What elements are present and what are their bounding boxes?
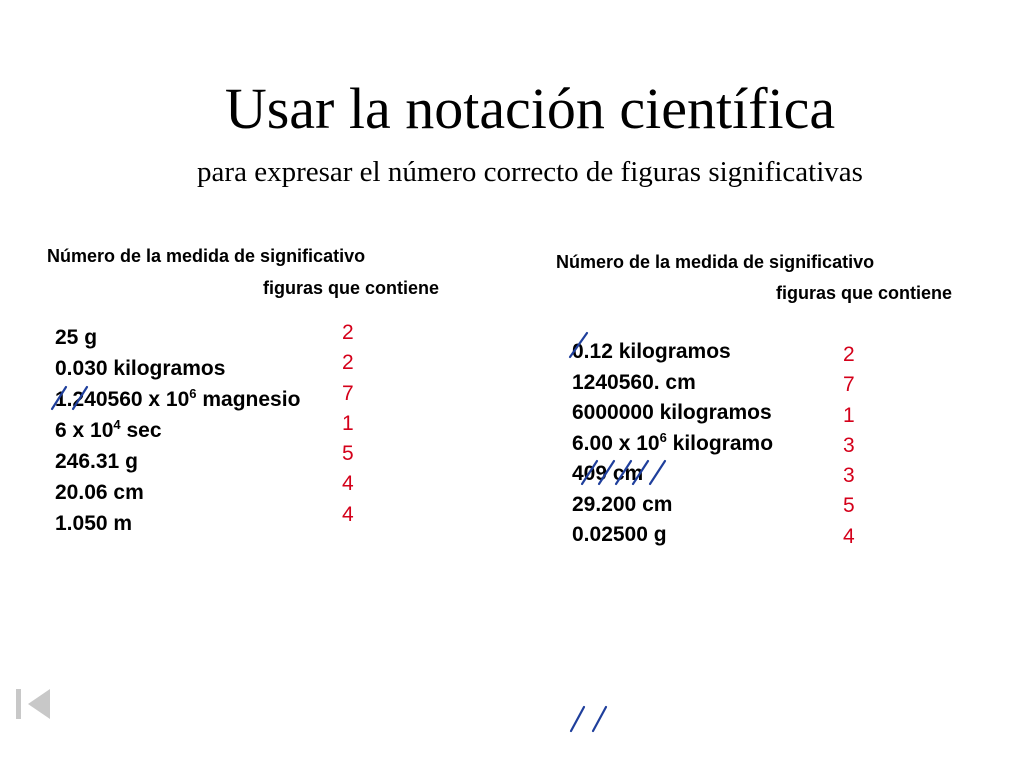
measurement-item: 29.200 cm: [572, 492, 673, 516]
slide-title: Usar la notación científica: [224, 76, 836, 141]
answer-value: 7: [843, 373, 855, 397]
answer-value: 4: [342, 472, 354, 496]
measurement-item: 0.030 kilogramos: [55, 357, 226, 380]
answer-value: 4: [843, 524, 855, 548]
left-answer-list: [342, 318, 354, 530]
right-measurement-list: [572, 337, 773, 551]
first-slide-button[interactable]: [14, 684, 54, 724]
go-to-first-slide-icon: [14, 684, 54, 724]
answer-value: 3: [843, 433, 855, 457]
pen-stroke-mark: [593, 707, 606, 731]
measurement-item: 1240560. cm: [572, 370, 696, 394]
left-header-line2: figuras que contiene: [263, 278, 440, 298]
measurement-item: 6.00 x $10^6$ kilogramo: [572, 429, 774, 455]
right-header-line1: Número de la medida de significativo: [556, 252, 875, 272]
answer-value: 4: [342, 502, 354, 526]
measurement-item: 1.240560 x $10^6$ magnesio: [55, 386, 301, 411]
measurement-item: 6 x $10^4$ sec: [55, 417, 162, 442]
measurement-item: 0.02500 g: [572, 523, 667, 546]
left-measurement-list: [55, 322, 300, 539]
answer-value: 2: [342, 321, 354, 344]
measurement-item: 6000000 kilogramos: [572, 401, 772, 424]
answer-value: 2: [342, 351, 354, 375]
answer-value: 5: [342, 442, 354, 466]
pen-stroke-mark: [571, 707, 584, 731]
answer-value: 2: [843, 343, 855, 366]
measurement-item: 1.050 m: [55, 512, 133, 535]
slide-subtitle: para expresar el número correcto de figuras significativas: [197, 156, 863, 188]
measurement-item: 20.06 cm: [55, 481, 144, 504]
measurement-item: 25 g: [55, 326, 98, 349]
measurement-item: 246.31 g: [55, 450, 138, 473]
left-header-line1: Número de la medida de significativo: [47, 246, 366, 266]
answer-value: 3: [843, 464, 855, 488]
measurement-item: 409 cm: [572, 462, 644, 485]
right-answer-list: [843, 340, 855, 552]
answer-value: 5: [843, 494, 855, 518]
right-header-line2: figuras que contiene: [776, 283, 953, 303]
answer-value: 7: [342, 381, 354, 405]
measurement-item: 0.12 kilogramos: [572, 340, 731, 363]
answer-value: 1: [342, 411, 354, 435]
answer-value: 1: [843, 403, 855, 427]
